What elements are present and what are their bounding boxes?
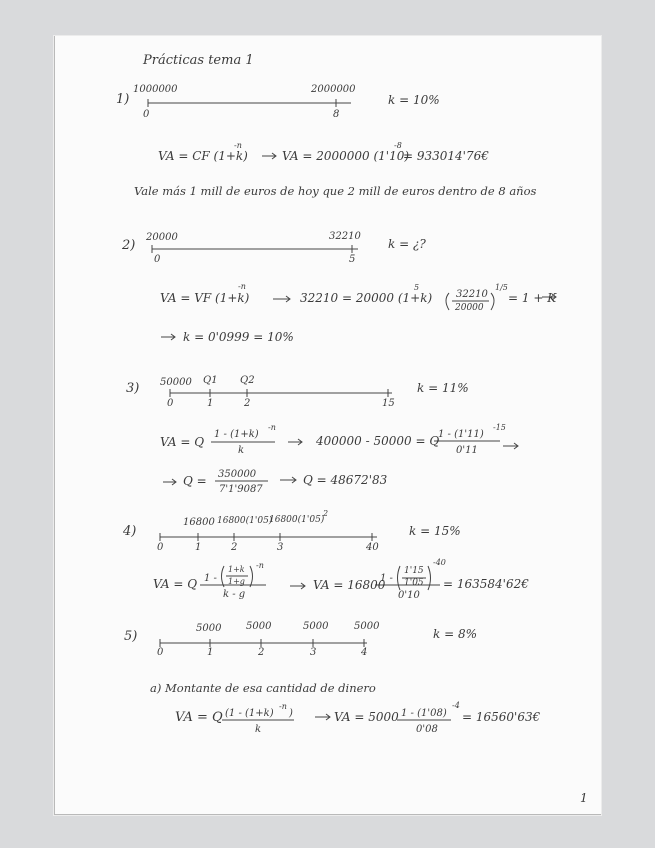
p5-va-prefix: VA = Q — [175, 710, 223, 725]
p3-q-result: Q = 48672'83 — [303, 473, 388, 487]
p1-formula-1-exp: -n — [234, 141, 242, 150]
p2-formula-2: 32210 = 20000 (1+k) — [300, 291, 433, 305]
page-title: Prácticas tema 1 — [143, 53, 254, 68]
p5-top-label-3: 5000 — [354, 621, 380, 632]
p3-rate: k = 11% — [417, 381, 469, 395]
p2-formula-2-exp: 5 — [414, 283, 420, 292]
p2-formula-1-exp: -n — [238, 282, 246, 291]
p4-top-label-exp: 2 — [323, 509, 329, 518]
p5-frac1-num-exp: -n — [279, 702, 287, 711]
p2-frac-exp: 1/5 — [495, 283, 508, 292]
p3-frac1-den: k — [238, 445, 245, 456]
p5-frac1-num: (1 - (1+k) — [225, 708, 274, 719]
p3-va-prefix: VA = Q — [160, 435, 205, 449]
p5-result: = 16560'63€ — [462, 710, 541, 724]
p2-formula-3-tail: = 1 + K — [508, 291, 557, 305]
problem-2-number: 2) — [122, 238, 136, 253]
p4-bottom-label-4: 40 — [366, 542, 379, 553]
p1-rate: k = 10% — [388, 93, 440, 107]
p3-frac2-num-exp: -15 — [493, 423, 506, 432]
problem-5-number: 5) — [124, 629, 138, 644]
p4-top-label-1: 16800(1'05) — [217, 516, 273, 526]
p1-bottom-label-0: 0 — [143, 109, 150, 120]
p4-top-label-2: 16800(1'05) — [269, 515, 325, 525]
p4-frac1-den: k - g — [223, 589, 246, 600]
p5-frac2-num-exp: -4 — [452, 701, 460, 710]
p1-formula-2-exp: -8 — [394, 141, 402, 150]
p2-frac-num: 32210 — [456, 289, 488, 300]
p3-frac2-num: 1 - (1'11) — [438, 429, 484, 440]
p2-result: k = 0'0999 = 10% — [183, 330, 294, 344]
p4-bottom-label-3: 3 — [277, 542, 284, 553]
p1-formula-1: VA = CF (1+k) — [158, 149, 248, 163]
p3-q-den: 7'1'9087 — [219, 484, 263, 495]
p3-top-label-2: Q2 — [240, 375, 255, 386]
p5-subtitle: a) Montante de esa cantidad de dinero — [150, 681, 376, 695]
p1-formula-2: VA = 2000000 (1'10) — [282, 149, 410, 163]
p2-formula-1: VA = VF (1+k) — [160, 291, 250, 305]
p4-frac1-exp: -n — [256, 561, 264, 570]
p5-frac1-den: k — [255, 724, 262, 735]
problem-3-number: 3) — [126, 381, 140, 396]
p3-bottom-label-0: 0 — [167, 398, 174, 409]
p3-q-prefix: Q = — [183, 474, 207, 488]
problem-4-number: 4) — [123, 524, 137, 539]
p5-bottom-label-0: 0 — [157, 647, 164, 658]
p3-bottom-label-1: 1 — [207, 398, 214, 409]
p3-frac1-num-exp: -n — [268, 423, 276, 432]
p4-frac2-inner-den: 1'05 — [404, 578, 424, 588]
p5-bottom-label-1: 1 — [207, 647, 214, 658]
p3-top-label-1: Q1 — [203, 375, 218, 386]
p5-frac1-num-tail: ) — [289, 708, 293, 719]
p1-top-label-0: 1000000 — [133, 84, 178, 95]
p5-frac2-den: 0'08 — [416, 724, 438, 735]
p5-top-label-1: 5000 — [246, 621, 272, 632]
p4-top-label-0: 16800 — [183, 517, 215, 528]
p3-middle: 400000 - 50000 = Q — [316, 434, 440, 448]
p5-rate: k = 8% — [433, 627, 477, 641]
p5-top-label-0: 5000 — [196, 623, 222, 634]
p2-frac-den: 20000 — [455, 303, 484, 313]
p1-conclusion: Vale más 1 mill de euros de hoy que 2 mill de euros dentro de 8 años — [134, 184, 537, 198]
p4-bottom-label-0: 0 — [157, 542, 164, 553]
p4-frac2-exp: -40 — [433, 558, 446, 567]
p5-top-label-2: 5000 — [303, 621, 329, 632]
p5-bottom-label-2: 2 — [258, 647, 265, 658]
p5-bottom-label-4: 4 — [361, 647, 368, 658]
p1-bottom-label-1: 8 — [333, 109, 340, 120]
p5-frac2-num: 1 - (1'08) — [401, 708, 447, 719]
p4-bottom-label-2: 2 — [231, 542, 238, 553]
p4-va2-prefix: VA = 16800 — [313, 578, 386, 592]
p4-frac2-den: 0'10 — [398, 590, 420, 601]
p3-frac1-num: 1 - (1+k) — [214, 429, 259, 440]
p2-bottom-label-1: 5 — [349, 254, 356, 265]
p3-frac2-den: 0'11 — [456, 445, 478, 456]
p3-bottom-label-3: 15 — [382, 398, 395, 409]
p4-result: = 163584'62€ — [443, 577, 529, 591]
problem-1-number: 1) — [116, 92, 130, 107]
p5-va2-prefix: VA = 5000 — [334, 710, 399, 724]
p2-top-label-1: 32210 — [329, 231, 361, 242]
p1-top-label-1: 2000000 — [311, 84, 356, 95]
p3-bottom-label-2: 2 — [244, 398, 251, 409]
p3-top-label-0: 50000 — [160, 377, 192, 388]
p4-frac1-inner-num: 1+k — [228, 565, 245, 574]
p4-one-minus-1: 1 - — [204, 573, 217, 584]
p4-one-minus-2: 1 - — [380, 573, 393, 584]
p3-q-num: 350000 — [218, 469, 257, 480]
page-number: 1 — [580, 791, 588, 805]
p2-rate: k = ¿? — [388, 237, 426, 251]
p5-bottom-label-3: 3 — [310, 647, 317, 658]
p2-top-label-0: 20000 — [146, 232, 178, 243]
p4-frac2-inner-num: 1'15 — [404, 566, 424, 576]
p2-bottom-label-0: 0 — [154, 254, 161, 265]
p4-rate: k = 15% — [409, 524, 461, 538]
p4-frac1-inner-den: 1+g — [228, 577, 245, 586]
p1-formula-2-tail: = 933014'76€ — [403, 149, 489, 163]
p4-va-prefix: VA = Q — [153, 577, 198, 591]
p4-bottom-label-1: 1 — [195, 542, 202, 553]
